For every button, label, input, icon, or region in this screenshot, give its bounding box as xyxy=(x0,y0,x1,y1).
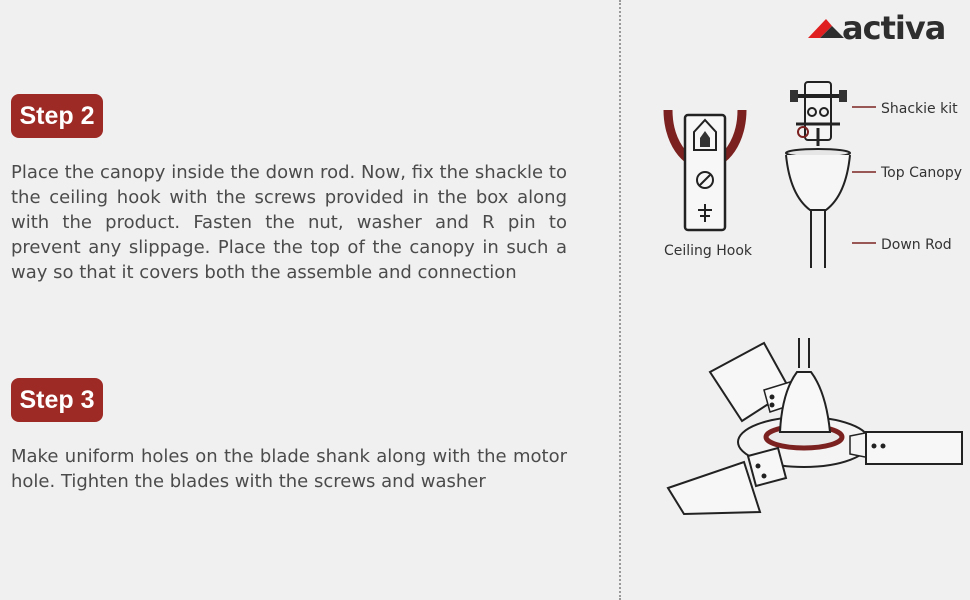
fan-assembly-illustration xyxy=(668,338,962,514)
shackle-kit-illustration xyxy=(790,82,847,146)
ceiling-hook-label: Ceiling Hook xyxy=(664,243,753,259)
step-2-text: Place the canopy inside the down rod. Now, fix the shackle to the ceiling hook with the screws provided in the box along with the product. Fasten the nut, washer and R pin to prevent any slippage. Place the top of the canopy in such a way so that it covers both the assemble and connection xyxy=(11,162,567,283)
shackle-kit-label: Shackie kit xyxy=(881,101,958,117)
down-rod-illustration xyxy=(811,210,825,268)
top-canopy-illustration xyxy=(786,149,850,210)
label-leaders xyxy=(852,107,876,243)
ceiling-hook-illustration xyxy=(668,110,742,230)
step-3-badge: Step 3 xyxy=(11,378,103,422)
step-3-text: Make uniform holes on the blade shank along with the motor hole. Tighten the blades with the screws and washer xyxy=(11,446,567,492)
down-rod-label: Down Rod xyxy=(881,237,952,253)
step-2-badge: Step 2 xyxy=(11,94,103,138)
logo-wordmark: activa xyxy=(842,9,946,47)
top-canopy-label: Top Canopy xyxy=(881,165,963,181)
